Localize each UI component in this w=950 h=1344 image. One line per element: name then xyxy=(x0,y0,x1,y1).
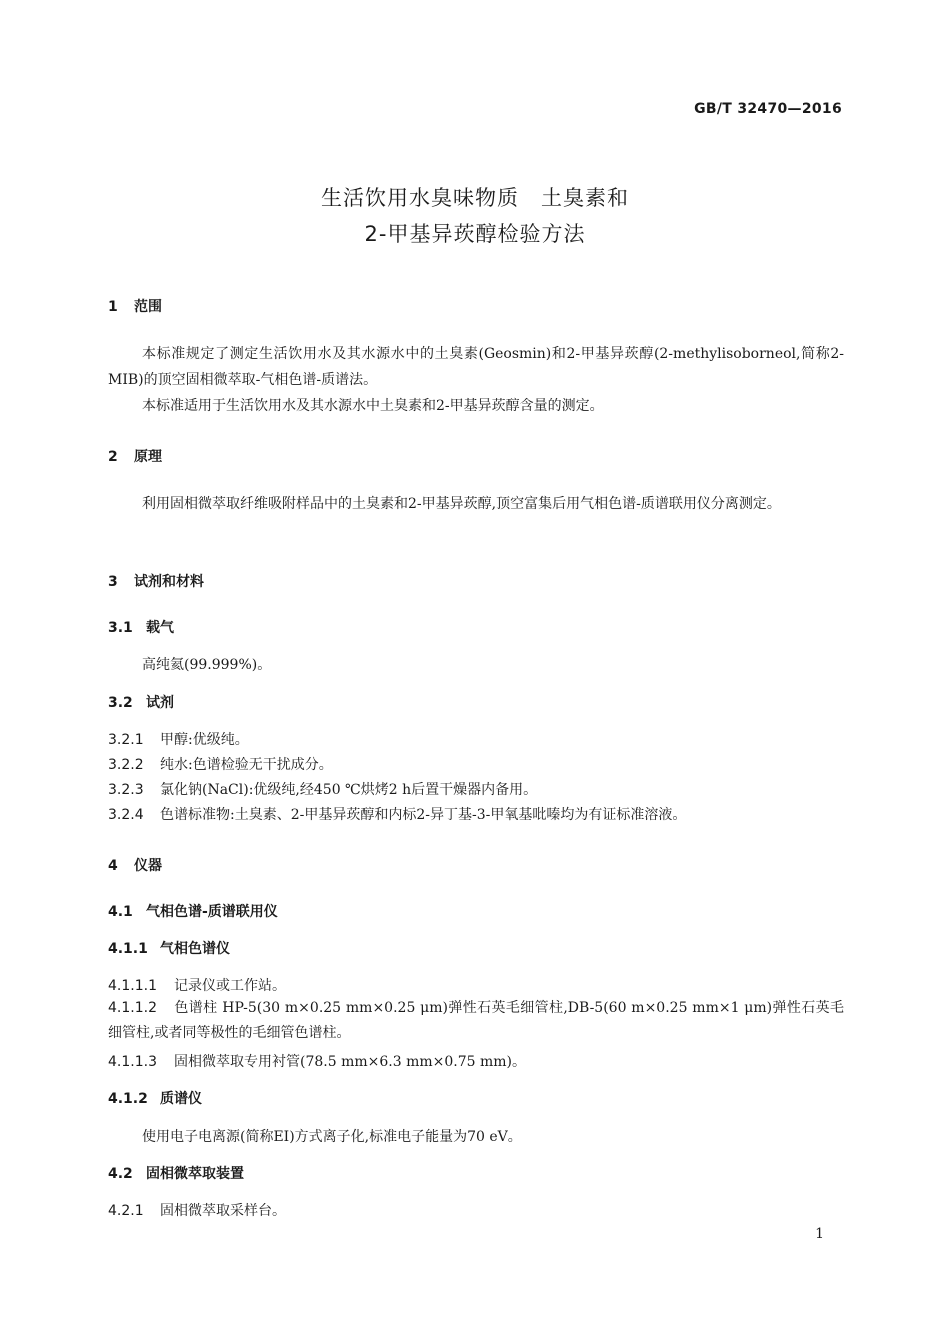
subsection-3-1-text: 高纯氦(99.999%)。 xyxy=(142,657,272,673)
list-item-3-2-1 xyxy=(108,729,249,749)
subsection-4-2-heading xyxy=(108,1163,244,1183)
subsection-number: 4.1.2 xyxy=(108,1091,148,1107)
subsection-4-1-2-text: 使用电子电离源(简称EI)方式离子化,标准电子能量为70 eV。 xyxy=(142,1129,522,1145)
section-number: 4 xyxy=(108,858,118,874)
section-title: 仪器 xyxy=(134,858,162,874)
subsection-title: 质谱仪 xyxy=(160,1091,202,1107)
item-number: 4.1.1.1 xyxy=(108,978,157,994)
list-item-4-1-1-1 xyxy=(108,975,286,995)
list-item-3-2-4 xyxy=(108,804,686,824)
section-4-heading xyxy=(108,855,162,875)
item-text: 色谱柱 HP-5(30 m×0.25 mm×0.25 μm)弹性石英毛细管柱,DB-5(60 m×0.25 mm×1 μm)弹性石英毛细管柱,或者同等极性的毛细管色谱柱。 xyxy=(108,1000,844,1041)
item-text: 甲醇:优级纯。 xyxy=(160,732,249,748)
subsection-number: 4.2 xyxy=(108,1166,133,1182)
item-text: 纯水:色谱检验无干扰成分。 xyxy=(160,757,333,773)
item-number: 4.2.1 xyxy=(108,1203,144,1219)
document-title-line-1: 生活饮用水臭味物质 土臭素和 xyxy=(321,186,629,210)
subsection-3-2-heading xyxy=(108,692,174,712)
item-text: 固相微萃取专用衬管(78.5 mm×6.3 mm×0.75 mm)。 xyxy=(174,1054,526,1070)
item-number: 4.1.1.3 xyxy=(108,1054,157,1070)
item-text: 固相微萃取采样台。 xyxy=(160,1203,286,1219)
section-number: 3 xyxy=(108,574,118,590)
list-item-4-1-1-2 xyxy=(108,996,844,1046)
section-2-paragraph-1: 利用固相微萃取纤维吸附样品中的土臭素和2-甲基异莰醇,顶空富集后用气相色谱-质谱联用仪分离测定。 xyxy=(142,496,781,512)
item-text: 色谱标准物:土臭素、2-甲基异莰醇和内标2-异丁基-3-甲氧基吡嗪均为有证标准溶液。 xyxy=(160,807,687,823)
section-2-heading xyxy=(108,446,162,466)
item-text: 氯化钠(NaCl):优级纯,经450 ℃烘烤2 h后置干燥器内备用。 xyxy=(160,782,538,798)
standard-code: GB/T 32470—2016 xyxy=(694,101,842,117)
subsection-number: 4.1.1 xyxy=(108,941,148,957)
subsection-number: 3.1 xyxy=(108,620,133,636)
subsection-number: 3.2 xyxy=(108,695,133,711)
subsection-number: 4.1 xyxy=(108,904,133,920)
section-title: 原理 xyxy=(134,449,162,465)
subsection-3-1-heading xyxy=(108,617,174,637)
section-title: 范围 xyxy=(134,299,162,315)
section-1-paragraph-2: 本标准适用于生活饮用水及其水源水中土臭素和2-甲基异莰醇含量的测定。 xyxy=(142,398,604,414)
item-number: 4.1.1.2 xyxy=(108,1000,157,1016)
item-number: 3.2.4 xyxy=(108,807,144,823)
section-3-heading xyxy=(108,571,204,591)
document-title-line-2: 2-甲基异莰醇检验方法 xyxy=(364,222,586,246)
list-item-3-2-2 xyxy=(108,754,333,774)
list-item-4-1-1-3 xyxy=(108,1051,526,1071)
list-item-4-2-1 xyxy=(108,1200,286,1220)
section-1-heading xyxy=(108,296,162,316)
subsection-4-1-2-heading xyxy=(108,1088,202,1108)
section-number: 2 xyxy=(108,449,118,465)
subsection-title: 固相微萃取装置 xyxy=(146,1166,244,1182)
subsection-4-1-heading xyxy=(108,901,278,921)
item-number: 3.2.1 xyxy=(108,732,144,748)
item-number: 3.2.3 xyxy=(108,782,144,798)
list-item-3-2-3 xyxy=(108,779,537,799)
item-number: 3.2.2 xyxy=(108,757,144,773)
subsection-title: 气相色谱仪 xyxy=(160,941,230,957)
subsection-title: 载气 xyxy=(146,620,174,636)
subsection-4-1-1-heading xyxy=(108,938,230,958)
page-number: 1 xyxy=(815,1226,824,1242)
section-1-paragraph-1: 本标准规定了测定生活饮用水及其水源水中的土臭素(Geosmin)和2-甲基异莰醇(2-methylisoborneol,简称2-MIB)的顶空固相微萃取-气相色谱-质谱法。 xyxy=(108,346,844,388)
subsection-title: 气相色谱-质谱联用仪 xyxy=(146,904,278,920)
subsection-title: 试剂 xyxy=(146,695,174,711)
section-title: 试剂和材料 xyxy=(134,574,204,590)
section-number: 1 xyxy=(108,299,118,315)
item-text: 记录仪或工作站。 xyxy=(174,978,286,994)
